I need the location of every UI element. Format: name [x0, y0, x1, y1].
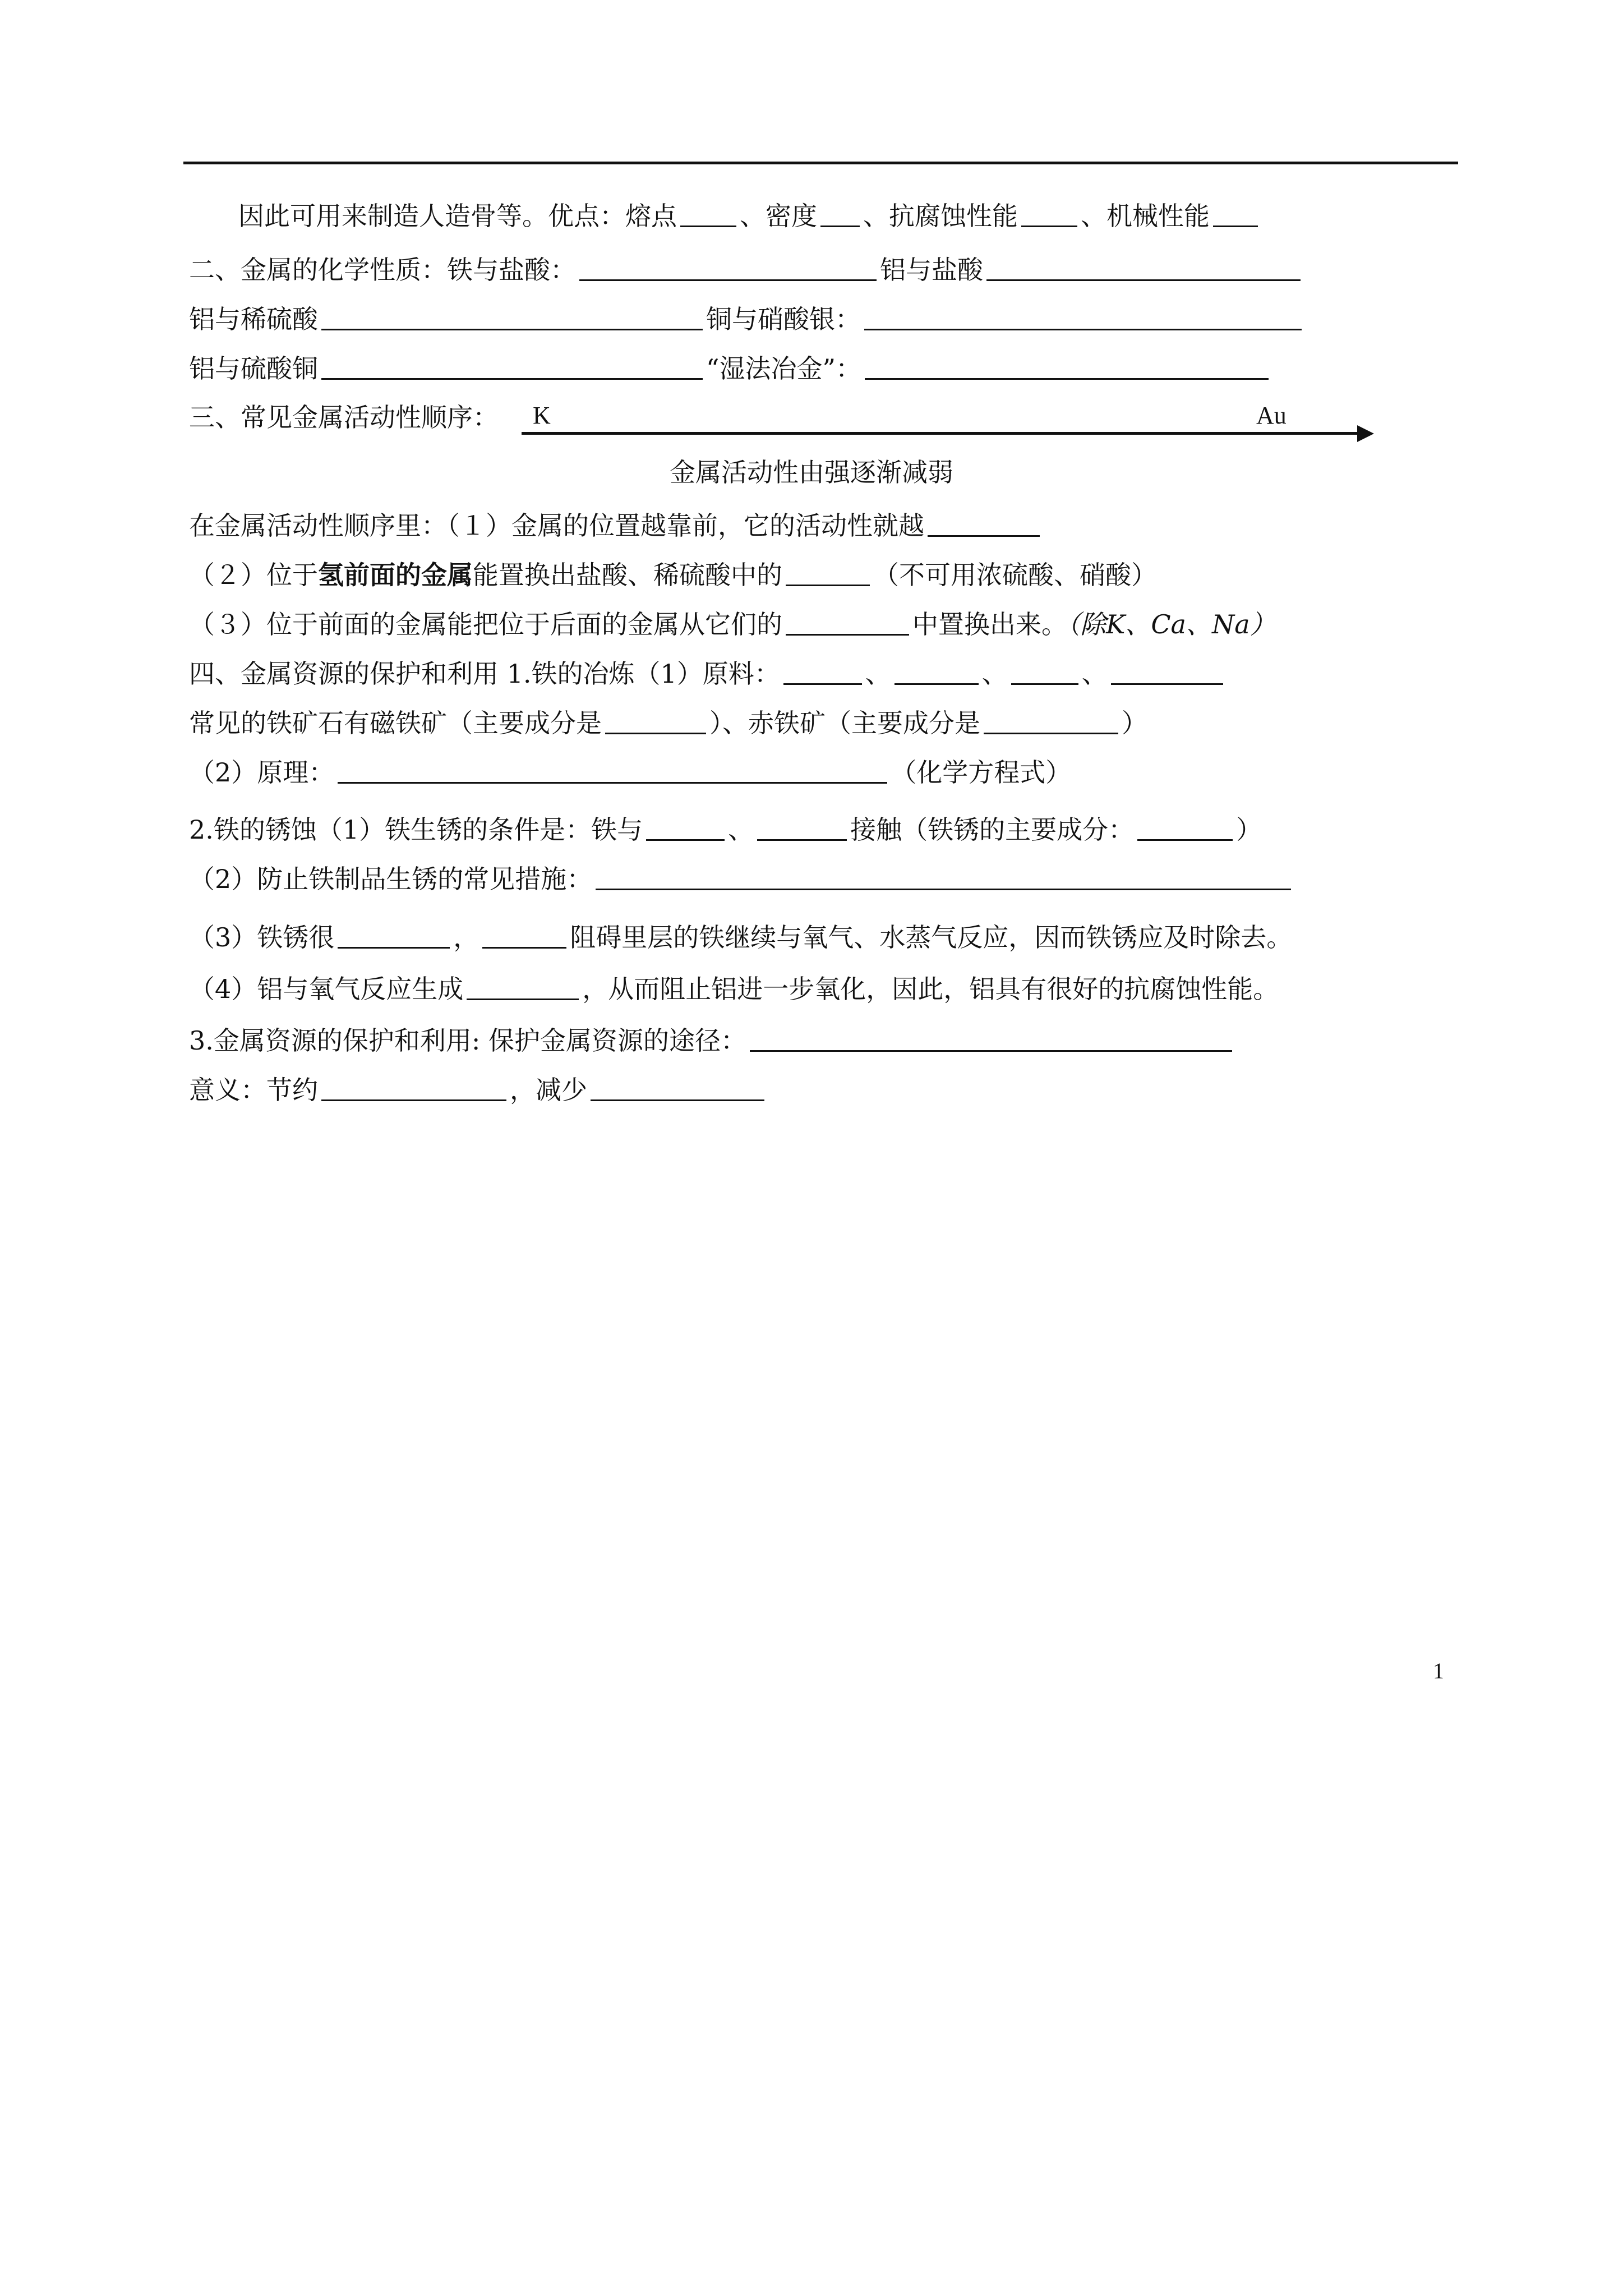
text: 铝与稀硫酸	[189, 304, 318, 334]
line-11	[189, 700, 1372, 745]
text: 、	[1081, 659, 1108, 689]
arrow-head-icon	[1357, 425, 1374, 442]
text: 、	[865, 659, 891, 689]
blank-fe-hcl[interactable]	[579, 247, 877, 281]
text: （2）原理：	[189, 757, 335, 788]
text: 能置换出盐酸、稀硫酸中的	[473, 560, 782, 590]
text: ）、赤铁矿（主要成分是	[709, 708, 980, 738]
blank-rust-property-2[interactable]	[482, 914, 566, 949]
text: 铝与盐酸	[880, 255, 983, 285]
line-10	[189, 651, 1372, 696]
blank-hematite[interactable]	[984, 700, 1118, 734]
text: （３）位于前面的金属能把位于后面的金属从它们的	[189, 609, 782, 639]
blank-raw-3[interactable]	[1011, 651, 1078, 685]
blank-activity[interactable]	[928, 503, 1040, 537]
page-number: 1	[1433, 1658, 1444, 1683]
text: 、密度	[740, 201, 817, 231]
line-3	[189, 296, 1372, 341]
line-7	[189, 503, 1372, 547]
line-12	[189, 749, 1372, 794]
italic-note: （除K、Ca、Na）	[1067, 609, 1276, 639]
text: ）	[1122, 708, 1147, 738]
blank-rust-cond-1[interactable]	[646, 807, 725, 841]
blank-wet-metallurgy[interactable]	[865, 346, 1269, 380]
blank-raw-1[interactable]	[783, 651, 862, 685]
blank-cu-agno3[interactable]	[864, 296, 1302, 330]
line-15	[189, 914, 1372, 959]
text: （3）铁锈很	[189, 922, 335, 953]
text: 2.铁的锈蚀（1）铁生锈的条件是：铁与	[189, 815, 643, 845]
text: （化学方程式）	[891, 757, 1072, 788]
blank-rust-cond-2[interactable]	[757, 807, 847, 841]
text: 3.金属资源的保护和利用: 保护金属资源的途径：	[189, 1025, 747, 1056]
series-start-label: K	[533, 402, 551, 429]
text: ，从而阻止铝进一步氧化，因此，铝具有很好的抗腐蚀性能。	[582, 974, 1279, 1004]
line-4	[189, 346, 1372, 390]
blank-raw-2[interactable]	[895, 651, 979, 685]
text: 因此可用来制造人造骨等。优点：熔点	[238, 201, 677, 231]
blank-hydrogen[interactable]	[786, 552, 870, 586]
text: （不可用浓硫酸、硝酸）	[873, 560, 1157, 590]
text: 中置换出来。	[912, 609, 1067, 639]
blank-al-hcl[interactable]	[986, 247, 1301, 281]
line-8	[189, 552, 1372, 597]
blank-corrosion[interactable]	[1021, 193, 1077, 227]
activity-caption: 金属活动性由强逐渐减弱	[670, 457, 953, 487]
text: 接触（铁锈的主要成分：	[850, 815, 1135, 845]
blank-rust-prevention[interactable]	[596, 856, 1291, 890]
text: 铜与硝酸银：	[706, 304, 861, 334]
line-2	[189, 247, 1372, 292]
text: “湿法冶金”：	[706, 353, 862, 384]
line-9	[189, 601, 1372, 646]
line-17	[189, 1018, 1372, 1062]
blank-save[interactable]	[321, 1067, 506, 1101]
blank-principle[interactable]	[338, 749, 887, 784]
blank-mechanical[interactable]	[1213, 193, 1258, 227]
text: ，减少	[510, 1075, 587, 1105]
blank-reduce[interactable]	[591, 1067, 764, 1101]
activity-series-arrow	[522, 402, 1380, 441]
text: 三、常见金属活动性顺序：	[189, 402, 499, 432]
blank-al-cuso4[interactable]	[321, 346, 703, 380]
text: ）	[1236, 815, 1262, 845]
text: 二、金属的化学性质：铁与盐酸：	[189, 255, 576, 285]
blank-protection-ways[interactable]	[750, 1018, 1232, 1052]
blank-rust-property-1[interactable]	[338, 914, 450, 949]
line-1	[238, 193, 1422, 238]
text: 、机械性能	[1081, 201, 1210, 231]
blank-magnetite[interactable]	[605, 700, 706, 734]
series-end-label: Au	[1256, 402, 1287, 429]
text: （4）铝与氧气反应生成	[189, 974, 464, 1004]
text: 四、金属资源的保护和利用 1.铁的冶炼（1）原料：	[189, 659, 780, 689]
header-rule	[183, 162, 1458, 164]
line-16	[189, 966, 1372, 1011]
blank-solution[interactable]	[786, 601, 909, 636]
blank-rust-component[interactable]	[1137, 807, 1233, 841]
text: 在金属活动性顺序里：（１）金属的位置越靠前，它的活动性就越	[189, 510, 924, 541]
text: 铝与硫酸铜	[189, 353, 318, 384]
text: 、抗腐蚀性能	[863, 201, 1018, 231]
text: 常见的铁矿石有磁铁矿（主要成分是	[189, 708, 602, 738]
blank-al-h2so4[interactable]	[321, 296, 703, 330]
text: 、	[728, 815, 754, 845]
blank-density[interactable]	[820, 193, 860, 227]
blank-melting-point[interactable]	[680, 193, 736, 227]
blank-al-oxide[interactable]	[467, 966, 579, 1000]
blank-raw-4[interactable]	[1111, 651, 1223, 685]
text: 意义：节约	[189, 1075, 318, 1105]
line-13	[189, 807, 1372, 852]
line-14	[189, 856, 1372, 901]
bold-text: 氢前面的金属	[318, 560, 473, 590]
line-18	[189, 1067, 1372, 1112]
text: （2）防止铁制品生锈的常见措施：	[189, 864, 593, 894]
text: 阻碍里层的铁继续与氧气、水蒸气反应，因而铁锈应及时除去。	[570, 922, 1293, 953]
text: （２）位于	[189, 560, 318, 590]
arrow-line	[522, 432, 1366, 435]
text: ，	[453, 922, 479, 953]
text: 、	[981, 659, 1008, 689]
